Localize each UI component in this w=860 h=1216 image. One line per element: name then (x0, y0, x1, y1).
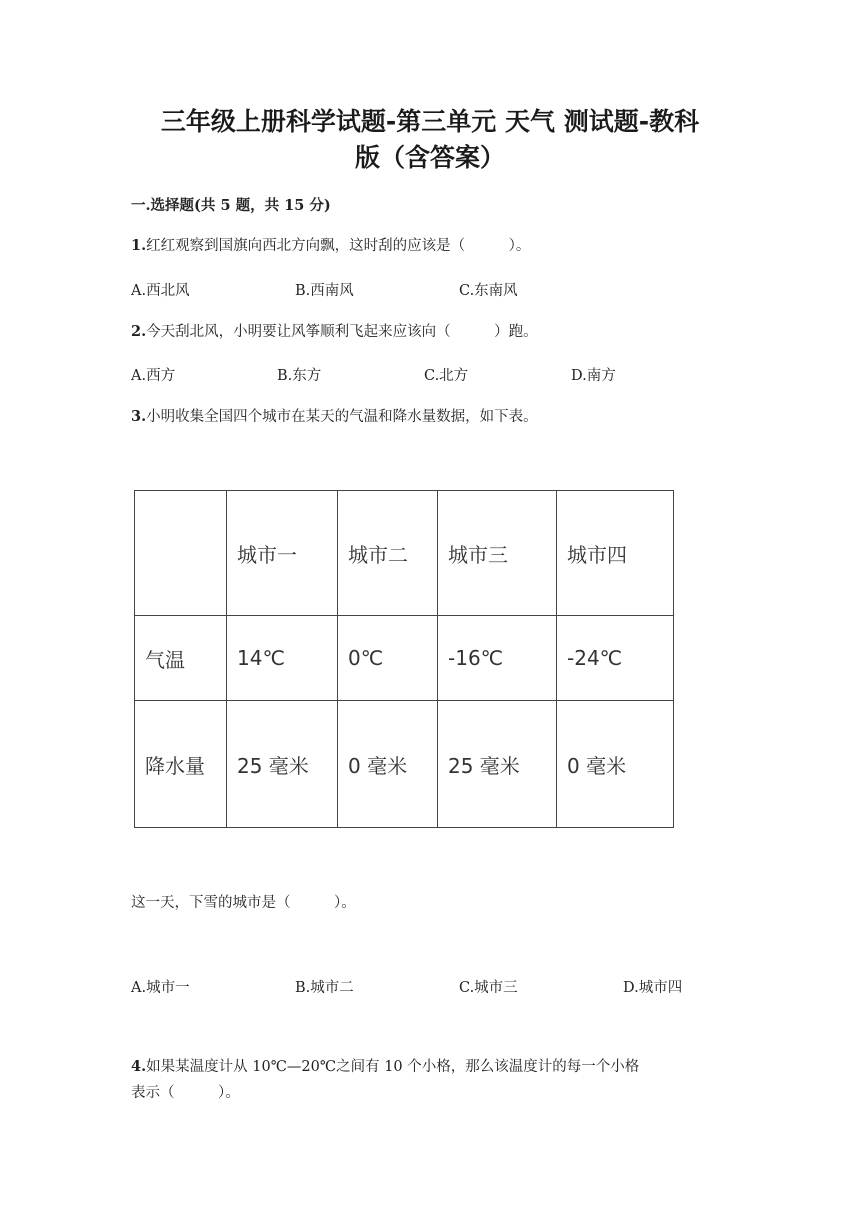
question-2 (131, 319, 731, 345)
section-heading: 一.选择题(共 5 题，共 15 分) (131, 197, 331, 214)
question-1-options (131, 279, 731, 301)
table-cell: 0 毫米 (338, 701, 438, 828)
table-cell: 14℃ (227, 616, 338, 701)
question-4-text-line-1: 如果某温度计从 10℃—20℃之间有 10 个小格，那么该温度计的每一个小格 (146, 1059, 640, 1075)
question-4-text-line-2: 表示（ ）。 (131, 1085, 240, 1101)
question-2-option-a[interactable]: A.西方 (131, 368, 176, 384)
question-3-number: 3. (131, 408, 147, 425)
question-2-option-d[interactable]: D.南方 (571, 368, 616, 384)
title-line-1: 三年级上册科学试题-第三单元 天气 测试题-教科 (160, 107, 700, 136)
question-2-options (131, 364, 731, 386)
table-row-label: 降水量 (135, 701, 227, 828)
question-3-followup: 这一天，下雪的城市是（ ）。 (131, 895, 356, 911)
question-3 (131, 404, 731, 430)
table-header-city-1: 城市一 (227, 491, 338, 616)
question-3-option-b[interactable]: B.城市二 (295, 980, 354, 996)
question-1-option-a[interactable]: A.西北风 (131, 283, 190, 299)
question-1-option-c[interactable]: C.东南风 (459, 283, 518, 299)
page-title (110, 104, 750, 176)
table-header-row (135, 491, 674, 616)
table-cell: 25 毫米 (227, 701, 338, 828)
question-1-text: 红红观察到国旗向西北方向飘，这时刮的应该是（ ）。 (146, 238, 531, 254)
table-cell (135, 491, 227, 616)
title-line-2: 版（含答案） (354, 143, 505, 172)
table-row-temperature (135, 616, 674, 701)
table-header-city-2: 城市二 (338, 491, 438, 616)
question-1-option-b[interactable]: B.西南风 (295, 283, 354, 299)
table-cell: 0 毫米 (557, 701, 674, 828)
question-2-option-b[interactable]: B.东方 (277, 368, 322, 384)
table-header-city-3: 城市三 (438, 491, 557, 616)
question-3-options (131, 976, 731, 998)
question-3-text: 小明收集全国四个城市在某天的气温和降水量数据，如下表。 (146, 409, 538, 425)
table-cell: 0℃ (338, 616, 438, 701)
table-cell: -24℃ (557, 616, 674, 701)
question-3-option-d[interactable]: D.城市四 (623, 980, 683, 996)
table-cell: -16℃ (438, 616, 557, 701)
question-1-number: 1. (131, 237, 147, 254)
question-2-text: 今天刮北风，小明要让风筝顺利飞起来应该向（ ）跑。 (146, 324, 538, 340)
table-row-precipitation (135, 701, 674, 828)
question-3-option-a[interactable]: A.城市一 (131, 980, 190, 996)
question-3-option-c[interactable]: C.城市三 (459, 980, 518, 996)
table-cell: 25 毫米 (438, 701, 557, 828)
question-2-number: 2. (131, 323, 147, 340)
table-row-label: 气温 (135, 616, 227, 701)
table-header-city-4: 城市四 (557, 491, 674, 616)
question-2-option-c[interactable]: C.北方 (424, 368, 469, 384)
question-4-number: 4. (131, 1058, 147, 1075)
question-1 (131, 233, 731, 259)
city-weather-table (134, 490, 674, 828)
question-4 (131, 1054, 731, 1106)
